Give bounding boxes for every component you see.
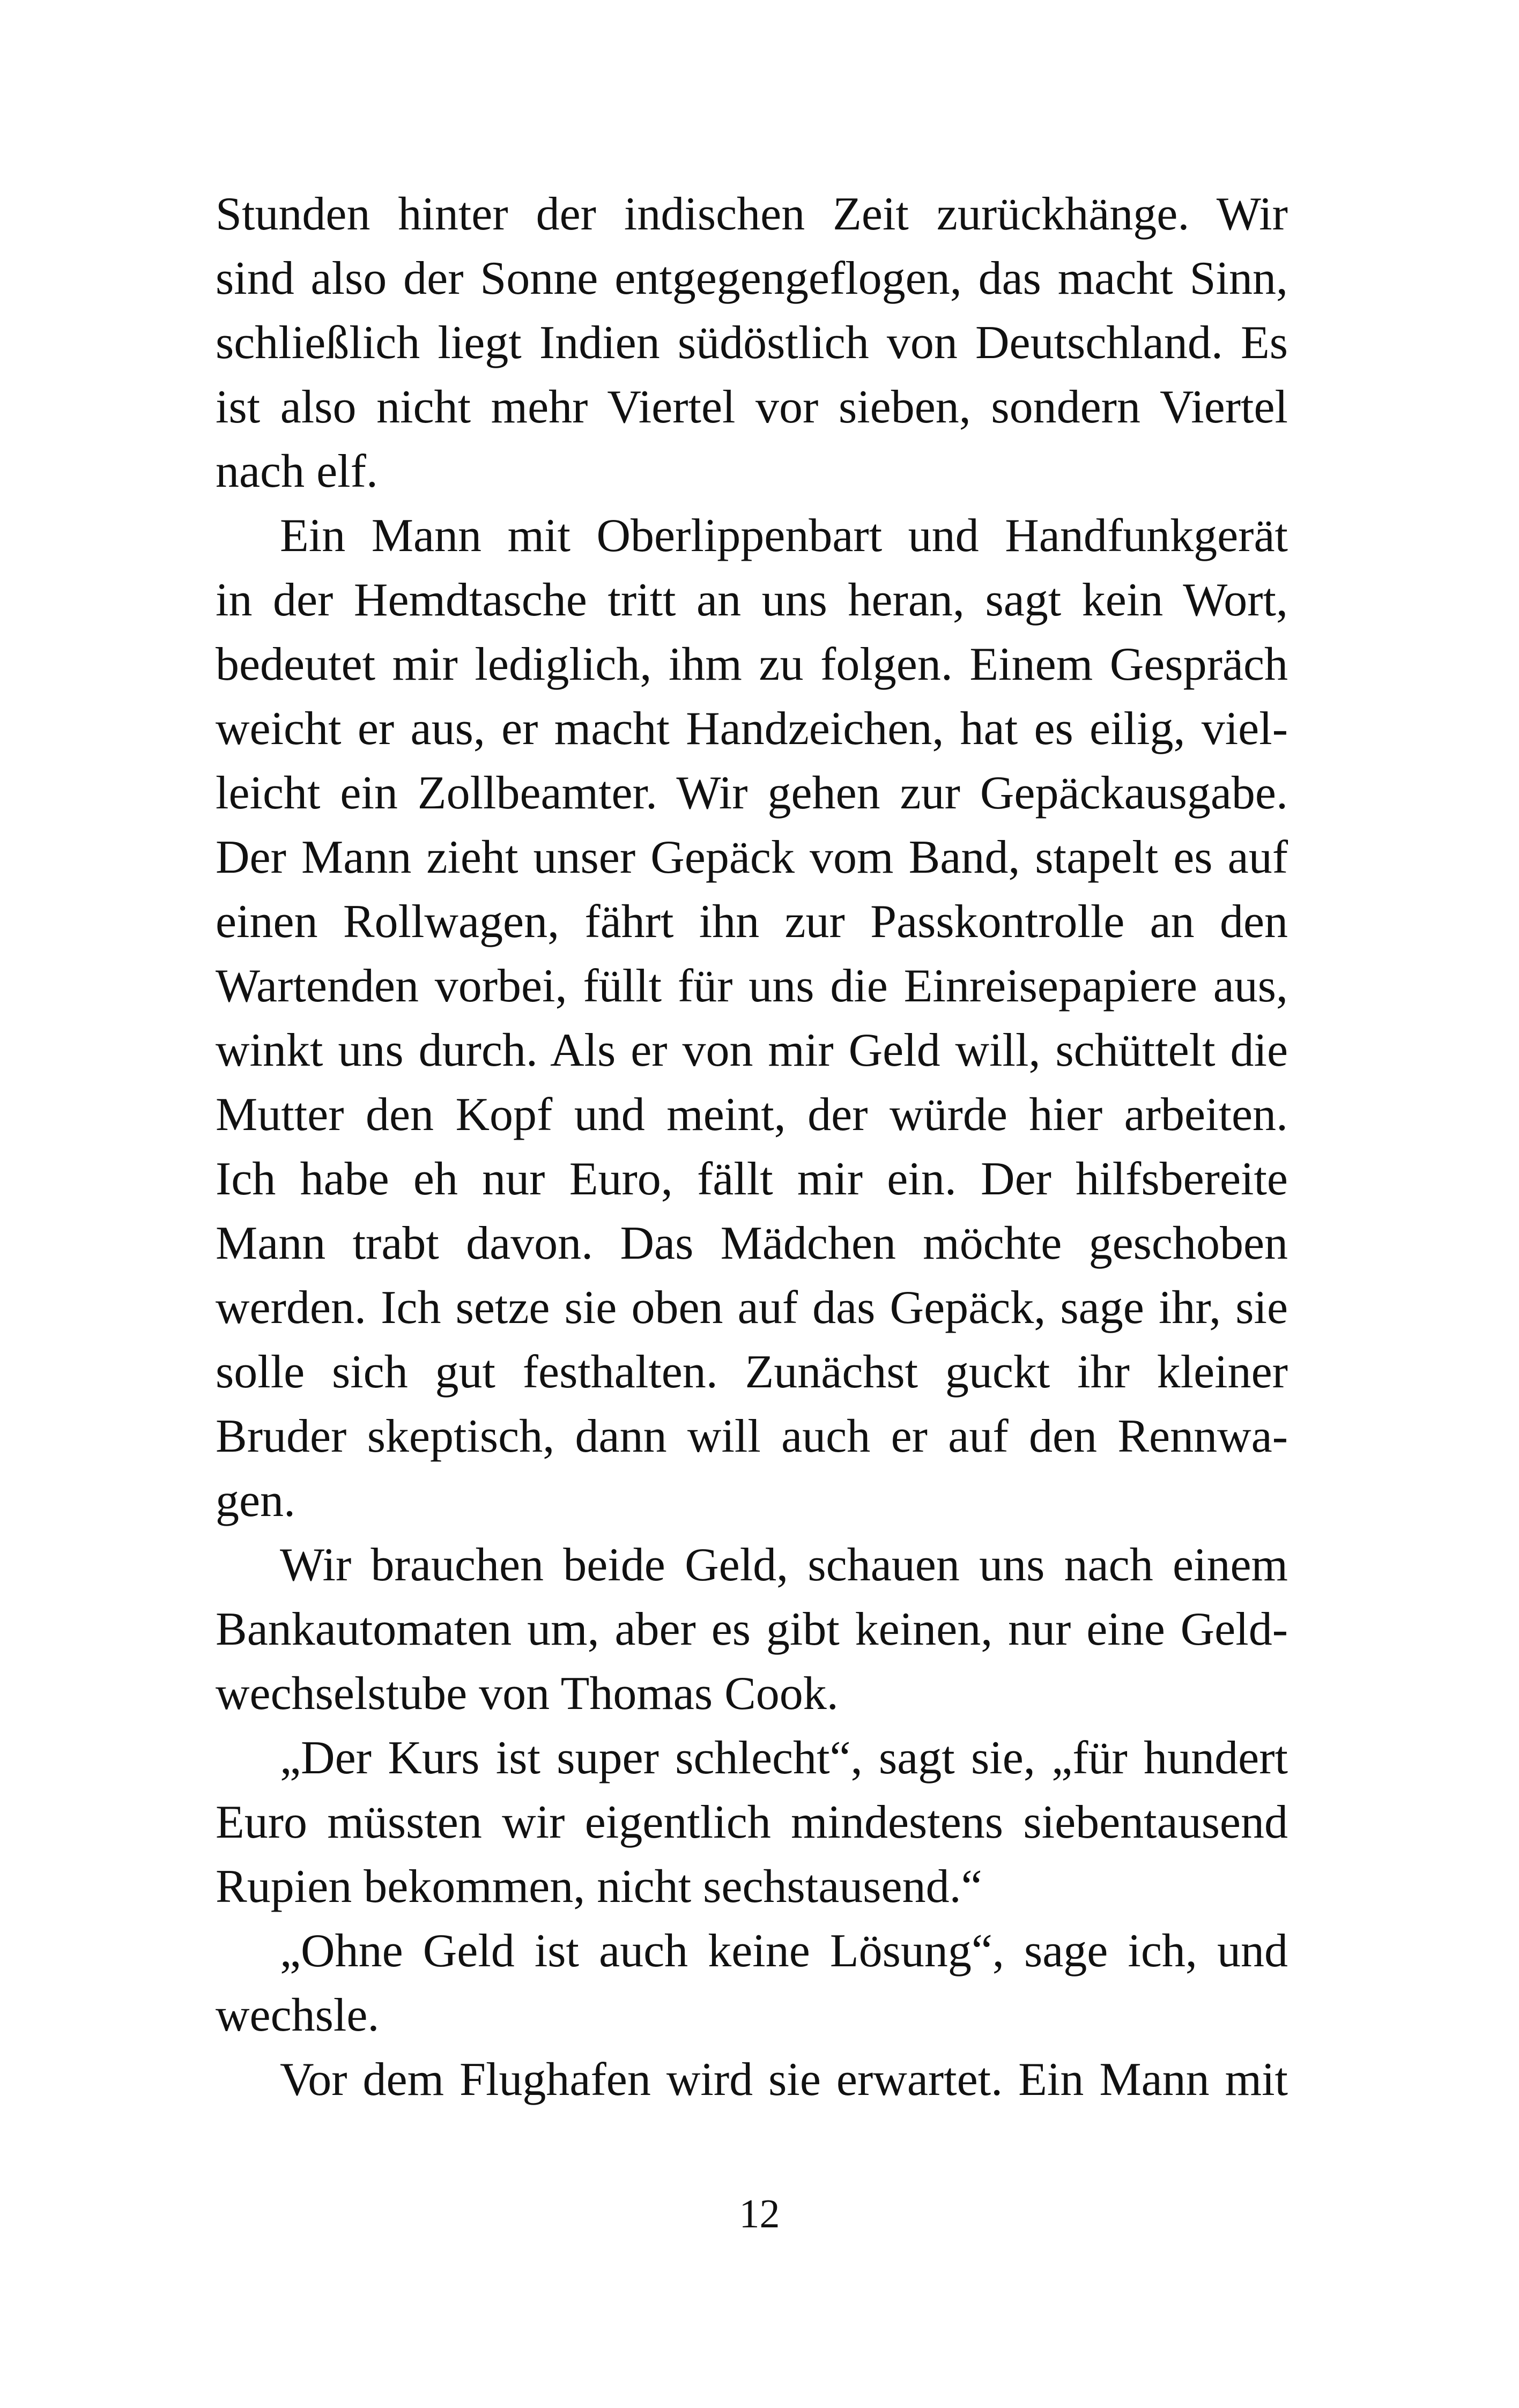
paragraph <box>216 1533 1288 1726</box>
text-line: Vor dem Flughafen wird sie erwartet. Ein Mann mit <box>280 2054 1288 2106</box>
paragraph <box>216 504 1288 1533</box>
text-line: Ein Mann mit Oberlippenbart und Handfunkgerät <box>280 510 1288 562</box>
text-line: solle sich gut festhalten. Zunächst guckt ihr kleiner <box>216 1346 1288 1398</box>
text-line: Rupien bekommen, nicht sechstausend.“ <box>216 1861 982 1913</box>
text-line: sind also der Sonne entgegengeflogen, das macht Sinn, <box>216 252 1288 304</box>
text-line: wechselstube von Thomas Cook. <box>216 1668 839 1720</box>
text-line: Euro müssten wir eigentlich mindestens siebentausend <box>216 1796 1288 1848</box>
text-line: „Der Kurs ist super schlecht“, sagt sie, „für hundert <box>280 1732 1288 1784</box>
text-line: schließlich liegt Indien südöstlich von Deutschland. Es <box>216 317 1288 369</box>
text-line: „Ohne Geld ist auch keine Lösung“, sage ich, und <box>280 1925 1288 1977</box>
text-line: ist also nicht mehr Viertel vor sieben, sondern Viertel <box>216 381 1288 433</box>
text-line: nach elf. <box>216 445 378 497</box>
text-line: Mann trabt davon. Das Mädchen möchte geschoben <box>216 1217 1288 1269</box>
paragraph <box>216 1726 1288 1919</box>
text-line: Bankautomaten um, aber es gibt keinen, nur eine Geld- <box>216 1603 1288 1655</box>
text-line: leicht ein Zollbeamter. Wir gehen zur Gepäckausgabe. <box>216 767 1288 819</box>
text-line: einen Rollwagen, fährt ihn zur Passkontrolle an den <box>216 896 1288 948</box>
text-line: Wir brauchen beide Geld, schauen uns nach einem <box>280 1539 1288 1591</box>
text-line: winkt uns durch. Als er von mir Geld will, schüttelt die <box>216 1024 1288 1076</box>
text-line: gen. <box>216 1475 296 1527</box>
text-line: bedeutet mir lediglich, ihm zu folgen. Einem Gespräch <box>216 638 1288 690</box>
paragraph <box>216 2048 1288 2112</box>
text-line: Mutter den Kopf und meint, der würde hier arbeiten. <box>216 1089 1288 1141</box>
text-line: Ich habe eh nur Euro, fällt mir ein. Der hilfsbereite <box>216 1153 1288 1205</box>
text-line: in der Hemdtasche tritt an uns heran, sagt kein Wort, <box>216 574 1288 626</box>
text-line: werden. Ich setze sie oben auf das Gepäck, sage ihr, sie <box>216 1282 1288 1334</box>
text-line: Wartenden vorbei, füllt für uns die Einreisepapiere aus, <box>216 960 1288 1012</box>
paragraph <box>216 182 1288 504</box>
text-line: wechsle. <box>216 1989 380 2041</box>
page-number: 12 <box>739 2191 780 2236</box>
text-line: Der Mann zieht unser Gepäck vom Band, stapelt es auf <box>216 831 1288 883</box>
body-text <box>216 182 1288 2112</box>
paragraph <box>216 1919 1288 2048</box>
text-line: Bruder skeptisch, dann will auch er auf den Rennwa- <box>216 1410 1288 1462</box>
text-line: weicht er aus, er macht Handzeichen, hat es eilig, viel- <box>216 703 1288 755</box>
text-line: Stunden hinter der indischen Zeit zurückhänge. Wir <box>216 188 1288 240</box>
